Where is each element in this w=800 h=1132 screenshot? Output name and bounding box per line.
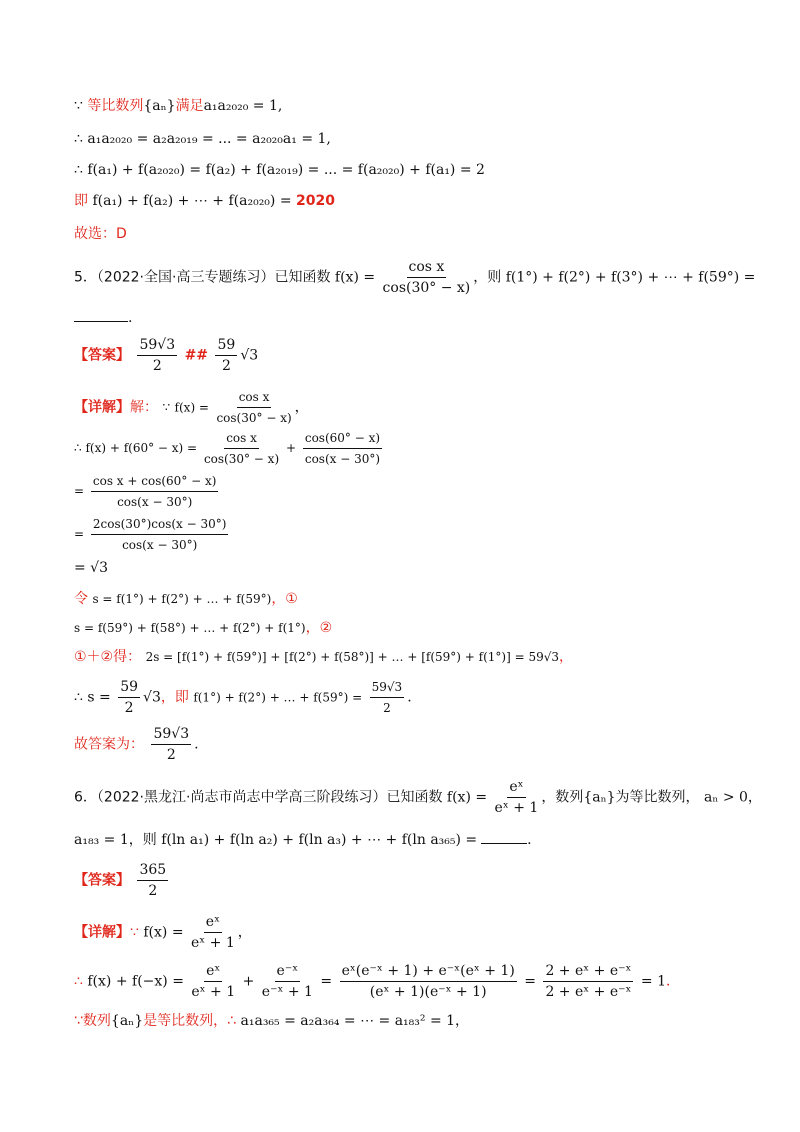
answer-blank: . bbox=[74, 309, 132, 327]
math-step: = $\frac{\text{cos x + cos(60° − x)}}{\cos(x - 30^\circ)}$ bbox=[74, 474, 217, 509]
detail-line: 【详解】解： ∵ f(x) = $\frac{\text{cos x}}{\cos(30^\circ - x)}$ ， bbox=[74, 390, 309, 425]
fraction: $\frac{\text{2 + eˣ + e⁻ˣ}}{\text{2 + eˣ + e⁻ˣ}}$ bbox=[545, 963, 632, 1000]
fraction: $\frac{\text{eˣ(e⁻ˣ + 1) + e⁻ˣ(eˣ + 1)}}{\text{(eˣ + 1)(e⁻ˣ + 1)}}$ bbox=[341, 963, 515, 1000]
blank-line bbox=[481, 843, 527, 844]
math-step: ∴ s = $\frac{59}{2}$ √3，即 f(1°) + f(2°) + … + f(59°) = $\frac{59√3}{2}$ . bbox=[74, 679, 412, 716]
math-step: ∵数列{aₙ}是等比数列，∴ a₁a₃₆₅ = a₂a₃₆₄ = ⋯ = a₁₈₃² = 1， bbox=[74, 1013, 470, 1029]
fraction: $\frac{59√3}{2}$ bbox=[153, 726, 190, 763]
fraction: $\frac{\text{cos x}}{\cos(30^\circ - x)}$ bbox=[203, 431, 280, 466]
text-line: ∵ 等比数列{aₙ}满足a₁a₂₀₂₀ = 1, bbox=[74, 98, 283, 114]
detail-line: 【详解】∵ f(x) = $\frac{\text{eˣ}}{\text{eˣ + 1}}$ ， bbox=[74, 914, 252, 951]
math-step: ∴ f(x) + f(60° − x) = $\frac{\text{cos x}}{\cos(30^\circ - x)}$ + $\frac{\cos(60^\circ - x)}{\cos(x - 30^\circ)}$ bbox=[74, 431, 381, 466]
question-6-stem: 6．（2022·黑龙江·尚志市尚志中学高三阶段练习）已知函数 f(x) = $\frac{\text{eˣ}}{\text{eˣ + 1}}$ ，数列{aₙ}为等比数列， aₙ > 0， bbox=[74, 779, 762, 816]
fraction: $\frac{\text{cos x}}{\cos(30^\circ - x)}$ bbox=[216, 390, 292, 425]
fraction: $\frac{\text{cos x}}{\cos(30^\circ - x)}$ bbox=[382, 259, 471, 296]
fraction: $\frac{59√3}{2}$ bbox=[139, 337, 176, 374]
math-step: ∴ f(x) + f(−x) = $\frac{\text{eˣ}}{\text{eˣ + 1}}$ + $\frac{\text{e⁻ˣ}}{\text{e⁻ˣ + 1}}$ = $\frac{\text{eˣ(e⁻ˣ + 1) + e⁻ˣ(eˣ + 1)}}{\text{(eˣ + 1)(e⁻ˣ + 1)}}$ = $\frac{\text{2 + eˣ + e⁻ˣ}}{\text{2 + eˣ + e⁻ˣ}}$ = 1． bbox=[74, 963, 680, 1000]
fraction: $\frac{\cos(60^\circ - x)}{\cos(x - 30^\circ)}$ bbox=[304, 431, 381, 466]
fraction: $\frac{59}{2}$ bbox=[120, 679, 139, 716]
blank-line bbox=[74, 321, 128, 322]
fraction: $\frac{\text{eˣ}}{\text{eˣ + 1}}$ bbox=[494, 779, 539, 816]
fraction: $\frac{2\cos(30^\circ)\cos(x - 30^\circ)}{\cos(x - 30^\circ)}$ bbox=[92, 517, 227, 552]
fraction: $\frac{365}{2}$ bbox=[139, 862, 167, 899]
math-step: s = f(59°) + f(58°) + … + f(2°) + f(1°)，② bbox=[74, 620, 333, 636]
text-line: ∴ f(a₁) + f(a₂₀₂₀) = f(a₂) + f(a₂₀₁₉) = ... = f(a₂₀₂₀) + f(a₁) = 2 bbox=[74, 162, 485, 178]
question-6-stem-cont: a₁₈₃ = 1，则 f(ln a₁) + f(ln a₂) + f(ln a₃) + ⋯ + f(ln a₃₆₅) = . bbox=[74, 832, 532, 848]
fraction: $\frac{\text{cos x + cos(60° − x)}}{\cos(x - 30^\circ)}$ bbox=[92, 474, 217, 509]
fraction: $\frac{59}{2}$ bbox=[217, 337, 236, 374]
answer-choice: 故选：D bbox=[74, 226, 127, 242]
text-line: 即 f(a₁) + f(a₂) + ⋯ + f(a₂₀₂₀) = 2020 bbox=[74, 193, 335, 209]
math-step: = √3 bbox=[74, 560, 109, 576]
fraction: $\frac{59√3}{2}$ bbox=[371, 680, 403, 715]
math-step: ①＋②得： 2s = [f(1°) + f(59°)] + [f(2°) + f(58°)] + … + [f(59°) + f(1°)] = 59√3， bbox=[74, 649, 574, 665]
answer-line: 【答案】 $\frac{59√3}{2}$ ## $\frac{59}{2}$ √3 bbox=[74, 337, 259, 374]
fraction: $\frac{\text{eˣ}}{\text{eˣ + 1}}$ bbox=[191, 914, 235, 951]
question-5-stem: 5．（2022·全国·高三专题练习）已知函数 f(x) = $\frac{\text{cos x}}{\cos(30^\circ - x)}$ ，则 f(1°) + f(2°) + f(3°) + ⋯ + f(59°) = bbox=[74, 259, 756, 296]
math-step: 令 s = f(1°) + f(2°) + … + f(59°)，① bbox=[74, 591, 298, 607]
answer-line: 【答案】 $\frac{365}{2}$ bbox=[74, 862, 167, 899]
final-answer: 故答案为： $\frac{59√3}{2}$ . bbox=[74, 726, 199, 763]
math-step: = $\frac{2\cos(30^\circ)\cos(x - 30^\circ)}{\cos(x - 30^\circ)}$ bbox=[74, 517, 227, 552]
fraction: $\frac{\text{e⁻ˣ}}{\text{e⁻ˣ + 1}}$ bbox=[261, 963, 313, 1000]
text-line: ∴ a₁a₂₀₂₀ = a₂a₂₀₁₉ = ... = a₂₀₂₀a₁ = 1, bbox=[74, 131, 331, 147]
fraction: $\frac{\text{eˣ}}{\text{eˣ + 1}}$ bbox=[191, 963, 236, 1000]
